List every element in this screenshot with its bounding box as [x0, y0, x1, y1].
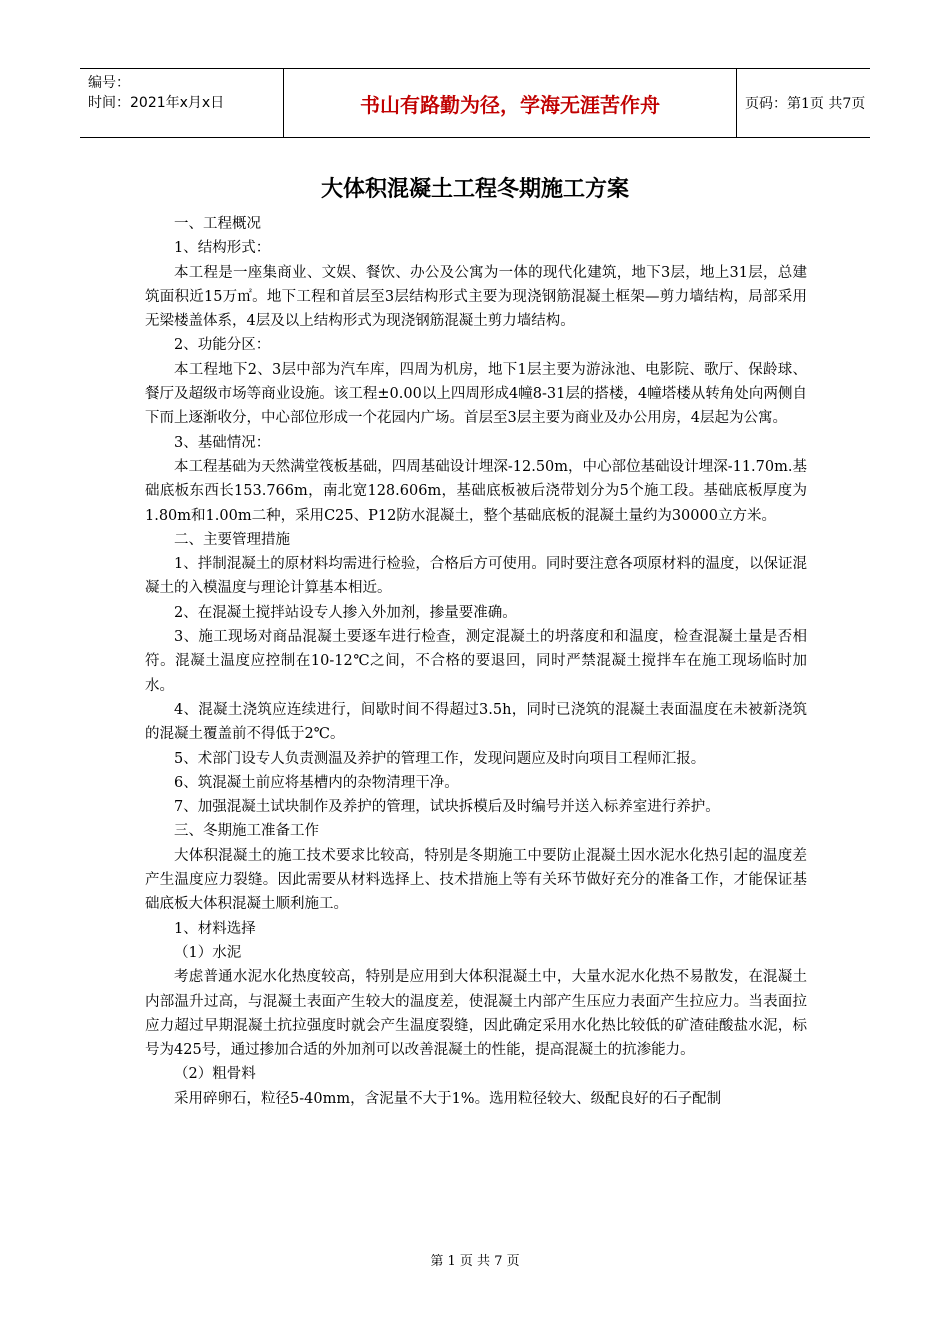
subsection-heading: 2、功能分区：	[174, 337, 271, 354]
paragraph: 考虑普通水泥水化热度较高，特别是应用到大体积混凝土中，大量水泥水化热不易散发，在混凝土内部温升过高，与混凝土表面产生较大的温度差，使混凝土内部产生压应力表面产生拉应力。当表面拉应力超过早期混凝土抗拉强度时就会产生温度裂缝，因此确定采用水化热比较低的矿渣硅酸盐水泥，标号为425号，通过掺加合适的外加剂可以改善混凝土的性能，提高混凝土的抗渗能力。	[145, 969, 807, 1059]
paragraph: 6、筑混凝土前应将基槽内的杂物清理干净。	[174, 774, 459, 791]
paragraph: 本工程基础为天然满堂筏板基础，四周基础设计埋深-12.50m，中心部位基础设计埋深-11.70m.基础底板东西长153.766m，南北宽128.606m，基础底板被后浇带划分为5个施工段。基础底板厚度为1.80m和1.00m二种，采用C25、P12防水混凝土，整个基础底板的混凝土量约为30000立方米。	[145, 458, 807, 524]
header-motto: 书山有路勤为径，学海无涯苦作舟	[360, 92, 660, 117]
paragraph: 本工程地下2、3层中部为汽车库，四周为机房，地下1层主要为游泳池、电影院、歌厅、保龄球、餐厅及超级市场等商业设施。该工程±0.00以上四周形成4幢8-31层的搭楼，4幢塔楼从转角处向两侧自下而上逐渐收分，中心部位形成一个花园内广场。首层至3层主要为商业及办公用房，4层起为公寓。	[145, 361, 807, 427]
header-meta	[80, 69, 283, 137]
page-footer: 第 1 页 共 7 页	[430, 1254, 520, 1269]
document-body	[145, 212, 807, 1111]
subsection-heading: （1）水泥	[174, 944, 242, 961]
paragraph: 1、拌制混凝土的原材料均需进行检验，合格后方可使用。同时要注意各项原材料的温度，以保证混凝土的入模温度与理论计算基本相近。	[145, 556, 807, 597]
section-heading: 三、冬期施工准备工作	[174, 823, 319, 840]
header-motto-cell	[283, 69, 737, 137]
paragraph: 大体积混凝土的施工技术要求比较高，特别是冬期施工中要防止混凝土因水泥水化热引起的温度差产生温度应力裂缝。因此需要从材料选择上、技术措施上等有关环节做好充分的准备工作，才能保证基础底板大体积混凝土顺利施工。	[145, 847, 807, 913]
subsection-heading: 1、材料选择	[174, 920, 256, 937]
paragraph: 本工程是一座集商业、文娱、餐饮、办公及公寓为一体的现代化建筑，地下3层，地上31层，总建筑面积近15万㎡。地下工程和首层至3层结构形式主要为现浇钢筋混凝土框架—剪力墙结构，局部采用无梁楼盖体系，4层及以上结构形式为现浇钢筋混凝土剪力墙结构。	[145, 264, 807, 330]
subsection-heading: （2）粗骨料	[174, 1066, 256, 1083]
paragraph: 3、施工现场对商品混凝土要逐车进行检查，测定混凝土的坍落度和和温度，检查混凝土量是否相符。混凝土温度应控制在10-12℃之间，不合格的要退回，同时严禁混凝土搅拌车在施工现场临时加水。	[145, 629, 807, 694]
paragraph: 5、术部门设专人负责测温及养护的管理工作，发现问题应及时向项目工程师汇报。	[174, 750, 706, 767]
subsection-heading: 3、基础情况：	[174, 434, 271, 451]
section-heading: 二、主要管理措施	[174, 531, 290, 548]
subsection-heading: 1、结构形式：	[174, 240, 271, 257]
document-date: 时间：2021年x月x日	[88, 95, 225, 111]
document-number-label: 编号：	[88, 75, 130, 91]
paragraph: 采用碎卵石，粒径5-40mm，含泥量不大于1%。选用粒径较大、级配良好的石子配制	[174, 1090, 722, 1107]
header-page-info: 页码：第1页 共7页	[745, 96, 866, 112]
paragraph: 7、加强混凝土试块制作及养护的管理，试块拆模后及时编号并送入标养室进行养护。	[174, 799, 720, 816]
page-header	[80, 68, 870, 138]
document-title: 大体积混凝土工程冬期施工方案	[320, 177, 629, 202]
paragraph: 2、在混凝土搅拌站设专人掺入外加剂，掺量要准确。	[174, 604, 517, 621]
section-heading: 一、工程概况	[174, 216, 261, 232]
paragraph: 4、混凝土浇筑应连续进行，间歇时间不得超过3.5h，同时已浇筑的混凝土表面温度在未被新浇筑的混凝土覆盖前不得低于2℃。	[145, 701, 807, 743]
